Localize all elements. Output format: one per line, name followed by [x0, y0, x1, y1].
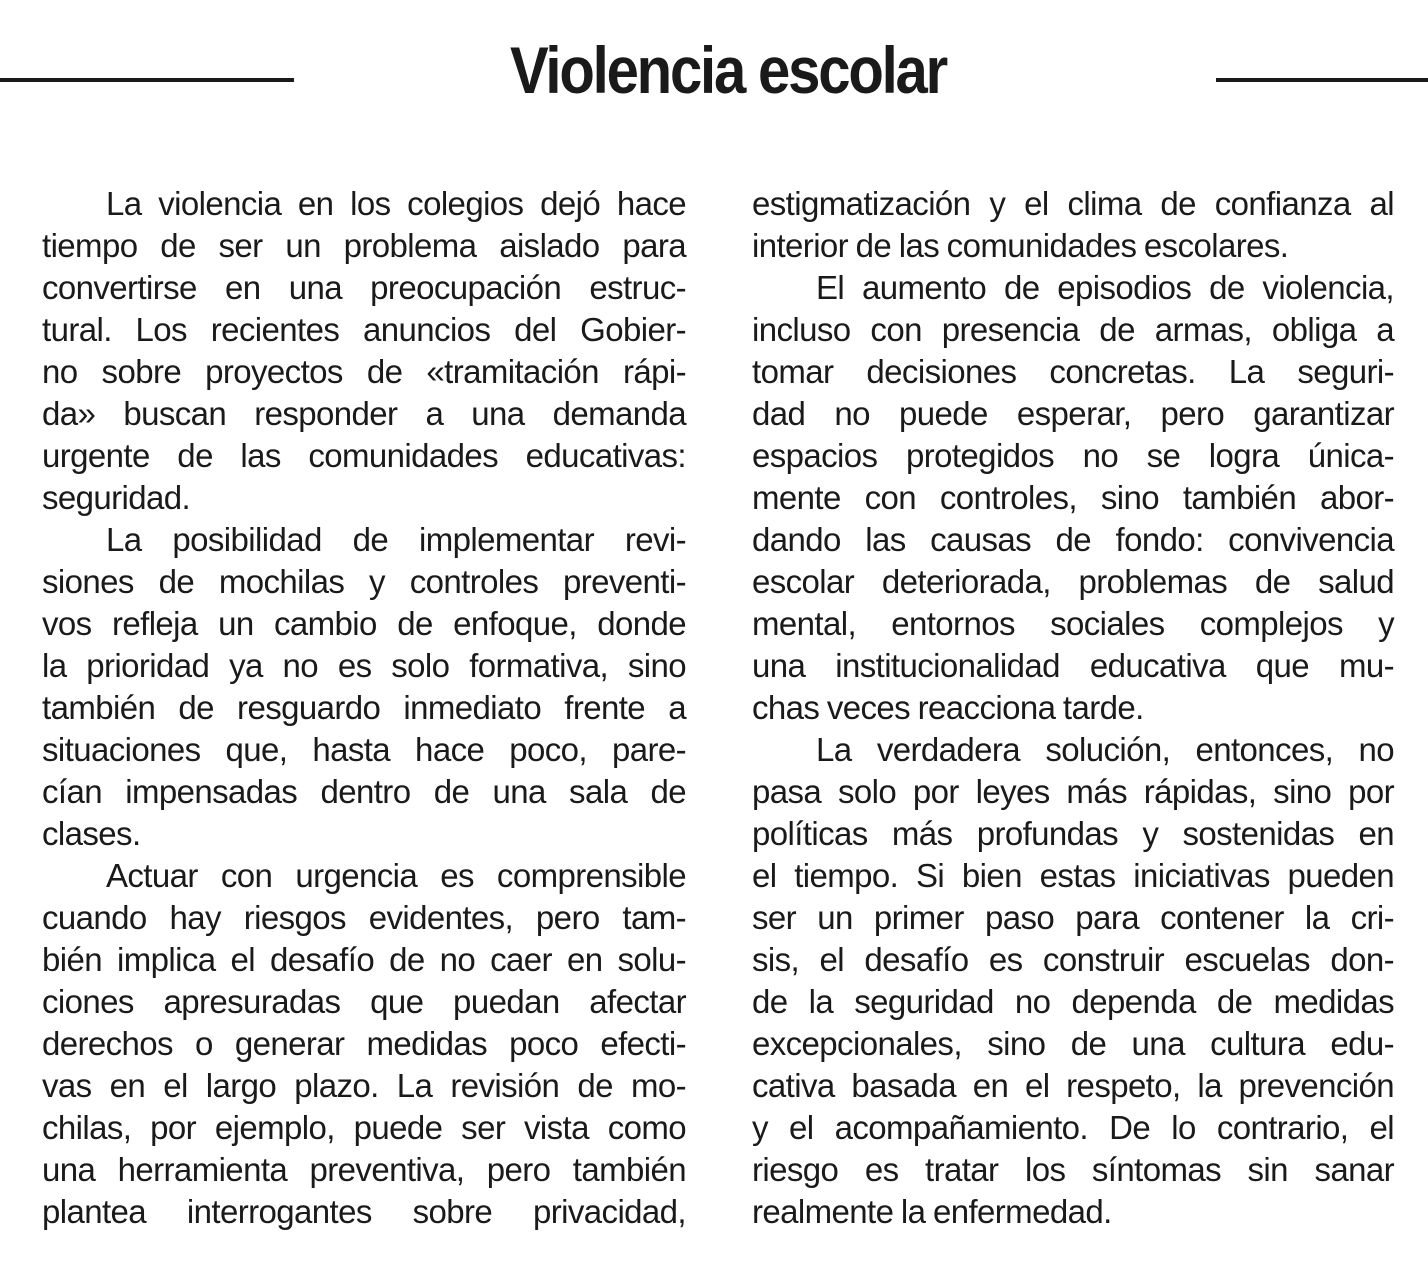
article-text-line: mente con controles, sino también abor- [752, 479, 1394, 516]
article-text-line: derechos o generar medidas poco efecti- [42, 1025, 686, 1062]
article-text-line: La verdadera solución, entonces, no [816, 731, 1394, 768]
article-text-line: tiempo de ser un problema aislado para [42, 227, 686, 264]
article-text-line: riesgo es tratar los síntomas sin sanar [752, 1151, 1394, 1188]
article-text-line: dad no puede esperar, pero garantizar [752, 395, 1394, 432]
article-title: Violencia escolar [509, 33, 947, 107]
article-text-line: La violencia en los colegios dejó hace [106, 185, 686, 222]
article-text-line: escolar deteriorada, problemas de salud [752, 563, 1394, 600]
article-text-line: de la seguridad no dependa de medidas [752, 983, 1394, 1020]
article-text-line: seguridad. [42, 479, 191, 516]
article-text-line: chas veces reacciona tarde. [752, 689, 1144, 726]
article-text-line: clases. [42, 815, 141, 852]
article-text-line: pasa solo por leyes más rápidas, sino por [752, 773, 1394, 810]
article-text-line: plantea interrogantes sobre privacidad, [42, 1193, 686, 1230]
article-text-line: vos refleja un cambio de enfoque, donde [42, 605, 686, 642]
article-text-line: ciones apresuradas que puedan afectar [42, 983, 686, 1020]
article-text-line: mental, entornos sociales complejos y [752, 605, 1394, 642]
article-header [0, 0, 1428, 150]
article-text-line: realmente la enfermedad. [752, 1193, 1112, 1230]
article-text-line: tomar decisiones concretas. La seguri- [752, 353, 1394, 390]
article-text-line: y el acompañamiento. De lo contrario, el [752, 1109, 1394, 1146]
article-text-line: políticas más profundas y sostenidas en [752, 815, 1394, 852]
article-text-line: siones de mochilas y controles preventi- [42, 563, 686, 600]
article-text-line: interior de las comunidades escolares. [752, 227, 1289, 264]
article-text-line: una herramienta preventiva, pero también [42, 1151, 686, 1188]
article-text-line: convertirse en una preocupación estruc- [42, 269, 686, 306]
article-text-line: estigmatización y el clima de confianza al [752, 185, 1394, 222]
article-text-line: la prioridad ya no es solo formativa, sino [42, 647, 686, 684]
article-text-line: cativa basada en el respeto, la prevención [752, 1067, 1394, 1104]
article-text-line: excepcionales, sino de una cultura edu- [752, 1025, 1394, 1062]
article-text-line: sis, el desafío es construir escuelas don- [752, 941, 1394, 978]
article-column-left [42, 183, 686, 1233]
article-text-line: vas en el largo plazo. La revisión de mo- [42, 1067, 686, 1104]
article-text-line: cuando hay riesgos evidentes, pero tam- [42, 899, 686, 936]
article-text-line: tural. Los recientes anuncios del Gobier- [42, 311, 686, 348]
article-text-line: situaciones que, hasta hace poco, pare- [42, 731, 686, 768]
article-text-line: La posibilidad de implementar revi- [106, 521, 686, 558]
article-text-line: no sobre proyectos de «tramitación rápi- [42, 353, 686, 390]
article-text-line: Actuar con urgencia es comprensible [106, 857, 686, 894]
article-text-line: una institucionalidad educativa que mu- [752, 647, 1394, 684]
article-text-line: chilas, por ejemplo, puede ser vista como [42, 1109, 686, 1146]
article-text-line: dando las causas de fondo: convivencia [752, 521, 1394, 558]
article-text-line: bién implica el desafío de no caer en solu- [42, 941, 686, 978]
article-text-line: cían impensadas dentro de una sala de [42, 773, 686, 810]
article-text-line: incluso con presencia de armas, obliga a [752, 311, 1394, 348]
article-text-line: espacios protegidos no se logra única- [752, 437, 1394, 474]
article-text-line: ser un primer paso para contener la cri- [752, 899, 1394, 936]
title-rule-right [1216, 78, 1428, 82]
article-text-line: urgente de las comunidades educativas: [42, 437, 686, 474]
article-column-right [752, 183, 1394, 1233]
article-text-line: El aumento de episodios de violencia, [816, 269, 1394, 306]
article-text-line: también de resguardo inmediato frente a [42, 689, 686, 726]
article-text-line: da» buscan responder a una demanda [42, 395, 686, 432]
article-text-line: el tiempo. Si bien estas iniciativas pueden [752, 857, 1394, 894]
